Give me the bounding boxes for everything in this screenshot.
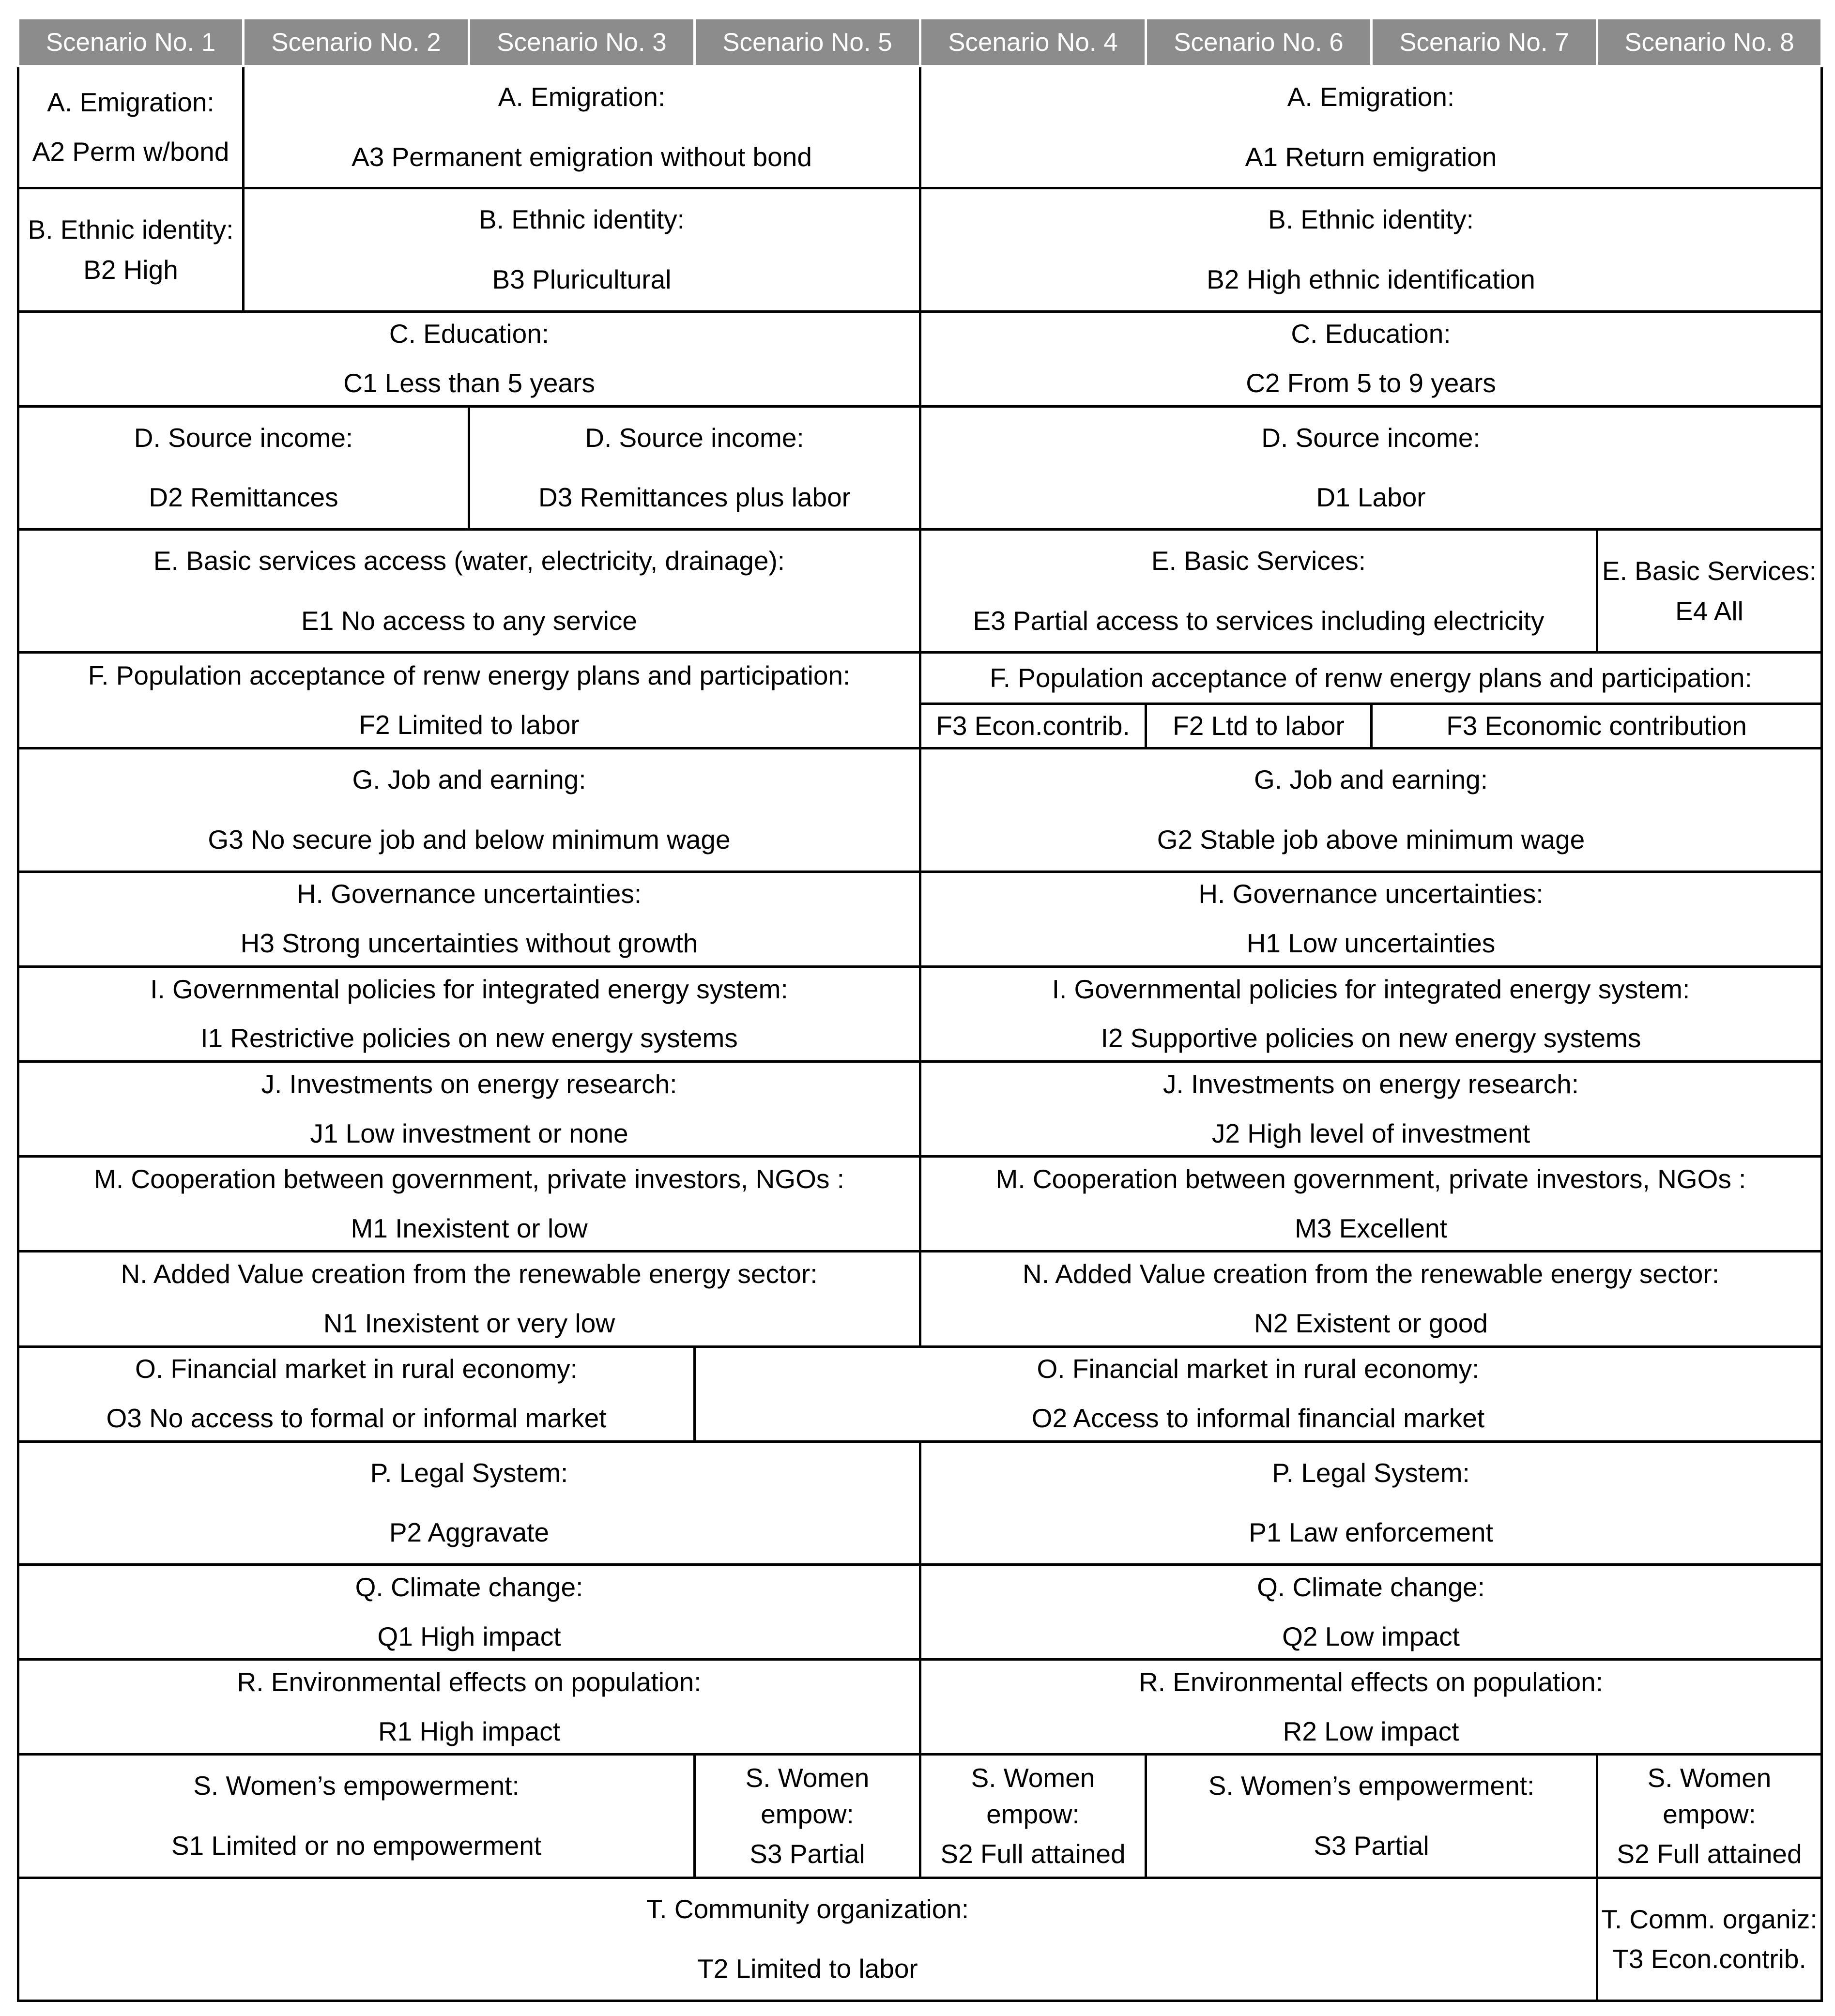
cell-value: D1 Labor bbox=[1316, 482, 1426, 513]
row-e-basic-services bbox=[18, 529, 1822, 652]
cell-o-scn1-3 bbox=[18, 1346, 695, 1441]
cell-title: P. Legal System: bbox=[370, 1457, 568, 1488]
cell-title: O. Financial market in rural economy: bbox=[1037, 1354, 1480, 1384]
cell-value: S1 Limited or no empowerment bbox=[171, 1830, 542, 1861]
cell-title: Q. Climate change: bbox=[355, 1572, 583, 1602]
cell-value: J2 High level of investment bbox=[1211, 1118, 1530, 1148]
cell-g-scn1-5 bbox=[18, 748, 920, 871]
cell-e-scn4-7 bbox=[920, 529, 1597, 652]
cell-value: N1 Inexistent or very low bbox=[323, 1308, 615, 1338]
cell-i-scn1-5 bbox=[18, 966, 920, 1061]
row-f-population-acceptance bbox=[18, 653, 1822, 704]
cell-m-scn4-8 bbox=[920, 1157, 1822, 1252]
row-t-community-organization bbox=[18, 1878, 1822, 2001]
cell-value: T3 Econ.contrib. bbox=[1612, 1944, 1806, 1974]
cell-value: D3 Remittances plus labor bbox=[538, 482, 851, 513]
cell-value: A1 Return emigration bbox=[1245, 141, 1497, 172]
row-h-governance bbox=[18, 871, 1822, 966]
cell-value: F2 Limited to labor bbox=[359, 709, 580, 740]
cell-f-scn4 bbox=[920, 704, 1146, 748]
cell-title: S. Women’s empowerment: bbox=[193, 1771, 520, 1801]
cell-value: M3 Excellent bbox=[1295, 1213, 1447, 1243]
cell-value: I1 Restrictive policies on new energy systems bbox=[200, 1023, 738, 1054]
row-g-job-earning bbox=[18, 748, 1822, 871]
cell-value: B3 Pluricultural bbox=[492, 264, 672, 294]
cell-h-scn1-5 bbox=[18, 871, 920, 966]
cell-value: S3 Partial bbox=[1314, 1830, 1429, 1861]
cell-title: I. Governmental policies for integrated energy system: bbox=[150, 974, 788, 1004]
header-scenario-4: Scenario No. 4 bbox=[920, 18, 1146, 66]
cell-value: S2 Full attained bbox=[1617, 1839, 1802, 1869]
cell-e-scn1-5 bbox=[18, 529, 920, 652]
cell-value: O2 Access to informal financial market bbox=[1031, 1403, 1485, 1434]
scenario-table-frame bbox=[17, 17, 1820, 2002]
cell-value: F3 Econ.contrib. bbox=[936, 710, 1130, 741]
cell-title: S. Women’s empowerment: bbox=[1208, 1771, 1535, 1801]
cell-o-scn5-8 bbox=[695, 1346, 1822, 1441]
cell-e-scn8 bbox=[1597, 529, 1822, 652]
cell-title: A. Emigration: bbox=[1287, 81, 1455, 112]
cell-value: C1 Less than 5 years bbox=[343, 368, 595, 398]
cell-title: M. Cooperation between government, private investors, NGOs : bbox=[995, 1164, 1746, 1194]
header-scenario-2: Scenario No. 2 bbox=[244, 18, 469, 66]
cell-value: R1 High impact bbox=[378, 1716, 560, 1746]
cell-title: D. Source income: bbox=[134, 422, 353, 453]
header-row bbox=[18, 18, 1822, 66]
cell-value: J1 Low investment or none bbox=[310, 1118, 628, 1148]
cell-b-scn4-8 bbox=[920, 188, 1822, 311]
cell-title: A. Emigration: bbox=[498, 81, 666, 112]
cell-value: S3 Partial bbox=[749, 1839, 865, 1869]
header-scenario-6: Scenario No. 6 bbox=[1146, 18, 1372, 66]
cell-b-scn2-5 bbox=[244, 188, 920, 311]
header-scenario-1: Scenario No. 1 bbox=[18, 18, 244, 66]
cell-title: G. Job and earning: bbox=[1254, 764, 1488, 795]
cell-title: N. Added Value creation from the renewable energy sector: bbox=[121, 1259, 818, 1289]
cell-j-scn1-5 bbox=[18, 1062, 920, 1157]
cell-value: C2 From 5 to 9 years bbox=[1246, 368, 1496, 398]
row-s-womens-empowerment bbox=[18, 1755, 1822, 1878]
cell-title: R. Environmental effects on population: bbox=[1138, 1667, 1603, 1697]
cell-t-scn8 bbox=[1597, 1878, 1822, 2001]
cell-a-scn2-5 bbox=[244, 66, 920, 188]
cell-value: H1 Low uncertainties bbox=[1246, 928, 1496, 959]
row-i-governmental-policies bbox=[18, 966, 1822, 1061]
cell-title: D. Source income: bbox=[585, 422, 804, 453]
cell-q-scn4-8 bbox=[920, 1564, 1822, 1659]
cell-title: F. Population acceptance of renw energy plans and participation: bbox=[88, 660, 851, 691]
cell-title: H. Governance uncertainties: bbox=[1198, 879, 1544, 909]
cell-value: A3 Permanent emigration without bond bbox=[352, 141, 812, 172]
cell-title: N. Added Value creation from the renewable energy sector: bbox=[1023, 1259, 1719, 1289]
cell-title: B. Ethnic identity: bbox=[1268, 204, 1474, 235]
cell-value: P1 Law enforcement bbox=[1249, 1517, 1493, 1548]
cell-t-scn1-7 bbox=[18, 1878, 1597, 2001]
cell-title: S. Women empow: bbox=[1647, 1762, 1772, 1829]
cell-value: I2 Supportive policies on new energy systems bbox=[1101, 1023, 1641, 1054]
cell-title: Q. Climate change: bbox=[1257, 1572, 1485, 1602]
cell-value: B2 High ethnic identification bbox=[1207, 264, 1535, 294]
cell-g-scn4-8 bbox=[920, 748, 1822, 871]
cell-title: E. Basic Services: bbox=[1151, 545, 1366, 576]
row-q-climate-change bbox=[18, 1564, 1822, 1659]
cell-value: R2 Low impact bbox=[1283, 1716, 1459, 1746]
cell-title: A. Emigration: bbox=[47, 87, 214, 117]
row-m-cooperation bbox=[18, 1157, 1822, 1252]
cell-f-scn4-8-title bbox=[920, 653, 1822, 704]
cell-title: M. Cooperation between government, private investors, NGOs : bbox=[94, 1164, 844, 1194]
cell-value: M1 Inexistent or low bbox=[351, 1213, 588, 1243]
cell-s-scn8 bbox=[1597, 1755, 1822, 1878]
cell-r-scn1-5 bbox=[18, 1660, 920, 1755]
cell-h-scn4-8 bbox=[920, 871, 1822, 966]
cell-value: Q2 Low impact bbox=[1282, 1621, 1460, 1651]
cell-s-scn6-7 bbox=[1146, 1755, 1597, 1878]
row-b-ethnic-identity bbox=[18, 188, 1822, 311]
cell-title: B. Ethnic identity: bbox=[479, 204, 685, 235]
cell-title: O. Financial market in rural economy: bbox=[135, 1354, 578, 1384]
cell-p-scn1-5 bbox=[18, 1441, 920, 1564]
row-o-financial-market bbox=[18, 1346, 1822, 1441]
row-p-legal-system bbox=[18, 1441, 1822, 1564]
header-scenario-3: Scenario No. 3 bbox=[469, 18, 695, 66]
cell-value: O3 No access to formal or informal market bbox=[106, 1403, 607, 1434]
cell-value: H3 Strong uncertainties without growth bbox=[240, 928, 698, 959]
cell-j-scn4-8 bbox=[920, 1062, 1822, 1157]
cell-c-scn4-8 bbox=[920, 311, 1822, 406]
cell-a-scn1 bbox=[18, 66, 244, 188]
cell-title: C. Education: bbox=[1291, 319, 1451, 349]
cell-a-scn4-8 bbox=[920, 66, 1822, 188]
cell-value: P2 Aggravate bbox=[389, 1517, 550, 1548]
cell-n-scn4-8 bbox=[920, 1252, 1822, 1346]
row-j-investments bbox=[18, 1062, 1822, 1157]
cell-title: J. Investments on energy research: bbox=[261, 1069, 677, 1099]
cell-value: S2 Full attained bbox=[940, 1839, 1126, 1869]
cell-value: G3 No secure job and below minimum wage bbox=[208, 825, 731, 855]
cell-title: T. Comm. organiz: bbox=[1601, 1904, 1818, 1934]
cell-value: Q1 High impact bbox=[377, 1621, 561, 1651]
row-d-source-income bbox=[18, 406, 1822, 529]
cell-value: N2 Existent or good bbox=[1254, 1308, 1488, 1338]
cell-value: D2 Remittances bbox=[149, 482, 338, 513]
header-scenario-7: Scenario No. 7 bbox=[1372, 18, 1597, 66]
cell-s-scn1-3 bbox=[18, 1755, 695, 1878]
cell-value: E3 Partial access to services including electricity bbox=[973, 605, 1544, 636]
cell-d-scn4-8 bbox=[920, 406, 1822, 529]
cell-value: B2 High bbox=[83, 254, 178, 285]
cell-value: E1 No access to any service bbox=[301, 605, 637, 636]
cell-s-scn5 bbox=[695, 1755, 920, 1878]
row-n-added-value bbox=[18, 1252, 1822, 1346]
cell-m-scn1-5 bbox=[18, 1157, 920, 1252]
cell-title: R. Environmental effects on population: bbox=[237, 1667, 702, 1697]
row-c-education bbox=[18, 311, 1822, 406]
cell-title: E. Basic Services: bbox=[1602, 555, 1817, 586]
cell-b-scn1 bbox=[18, 188, 244, 311]
cell-f-scn6 bbox=[1146, 704, 1372, 748]
cell-title: E. Basic services access (water, electricity, drainage): bbox=[153, 545, 785, 576]
cell-q-scn1-5 bbox=[18, 1564, 920, 1659]
cell-d-scn3-5 bbox=[469, 406, 920, 529]
cell-n-scn1-5 bbox=[18, 1252, 920, 1346]
cell-title: P. Legal System: bbox=[1272, 1457, 1470, 1488]
row-a-emigration bbox=[18, 66, 1822, 188]
cell-title: C. Education: bbox=[389, 319, 550, 349]
cell-value: F3 Economic contribution bbox=[1446, 710, 1747, 741]
row-r-environmental-effects bbox=[18, 1660, 1822, 1755]
cell-d-scn1-2 bbox=[18, 406, 469, 529]
cell-r-scn4-8 bbox=[920, 1660, 1822, 1755]
cell-title: S. Women empow: bbox=[971, 1762, 1095, 1829]
cell-value: G2 Stable job above minimum wage bbox=[1157, 825, 1585, 855]
cell-title: F. Population acceptance of renw energy plans and participation: bbox=[990, 662, 1752, 693]
cell-value: A2 Perm w/bond bbox=[32, 136, 229, 167]
cell-title: B. Ethnic identity: bbox=[28, 214, 234, 245]
scenario-table bbox=[17, 17, 1823, 2002]
cell-p-scn4-8 bbox=[920, 1441, 1822, 1564]
cell-title: D. Source income: bbox=[1261, 422, 1481, 453]
header-scenario-8: Scenario No. 8 bbox=[1597, 18, 1822, 66]
cell-f-scn7-8 bbox=[1372, 704, 1822, 748]
cell-title: S. Women empow: bbox=[745, 1762, 870, 1829]
cell-s-scn4 bbox=[920, 1755, 1146, 1878]
cell-i-scn4-8 bbox=[920, 966, 1822, 1061]
cell-title: J. Investments on energy research: bbox=[1162, 1069, 1579, 1099]
cell-value: T2 Limited to labor bbox=[697, 1954, 918, 1984]
cell-title: I. Governmental policies for integrated energy system: bbox=[1052, 974, 1690, 1004]
cell-c-scn1-5 bbox=[18, 311, 920, 406]
cell-f-scn1-5 bbox=[18, 653, 920, 748]
cell-value: E4 All bbox=[1675, 596, 1743, 626]
cell-title: T. Community organization: bbox=[646, 1894, 969, 1924]
cell-title: H. Governance uncertainties: bbox=[296, 879, 642, 909]
cell-value: F2 Ltd to labor bbox=[1173, 710, 1345, 741]
cell-title: G. Job and earning: bbox=[352, 764, 586, 795]
header-scenario-5: Scenario No. 5 bbox=[695, 18, 920, 66]
